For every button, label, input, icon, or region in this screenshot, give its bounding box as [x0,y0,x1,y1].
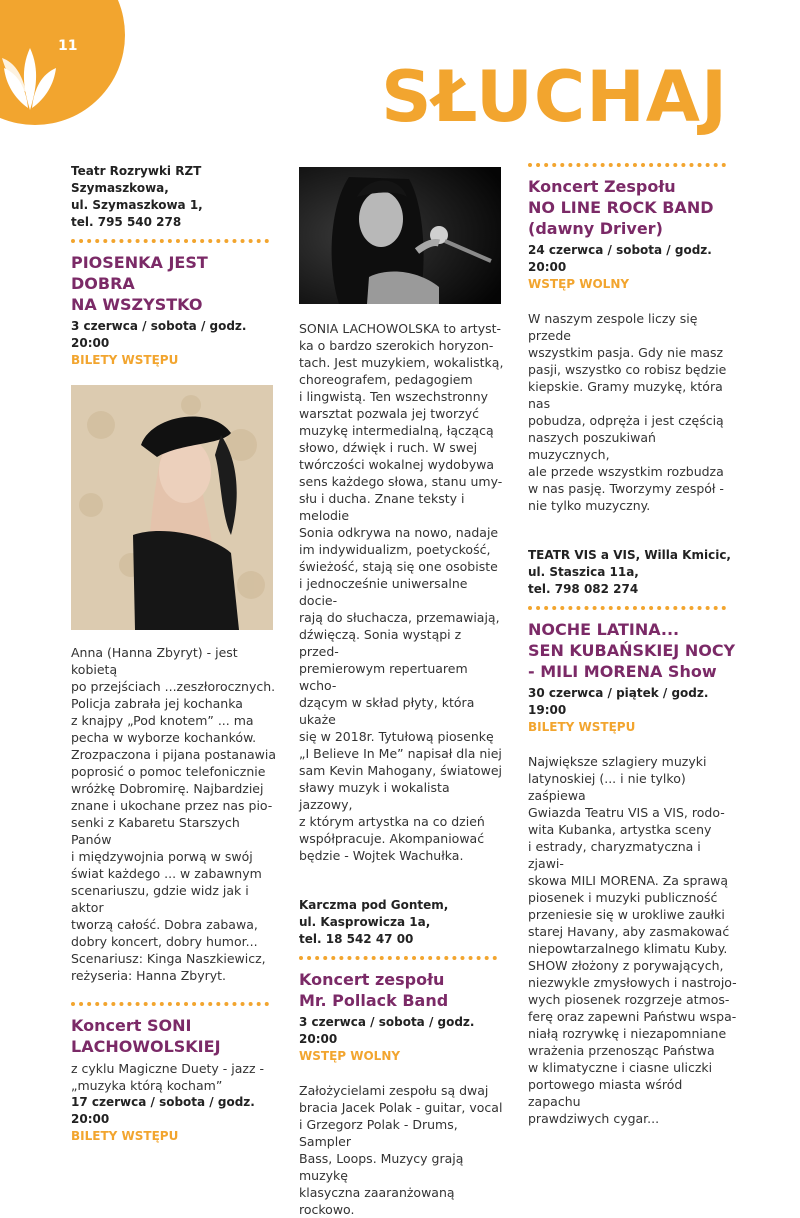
event-title-line: NA WSZYSTKO [71,295,203,314]
text-line: wszystkim pasja. Gdy nie masz [528,345,724,360]
text-line: ferę oraz zapewni Państwu wspa- [528,1009,737,1024]
text-line: niepowtarzalnego klimatu Kuby. [528,941,728,956]
text-line: i jednocześnie uniwersalne docie- [299,576,468,608]
event-title [299,969,504,1011]
text-line: słu i ducha. Znane teksty i melodie [299,491,465,523]
event-description [528,310,738,514]
text-line: i Grzegorz Polak - Drums, Sampler [299,1117,458,1149]
dotted-divider [71,1002,269,1006]
dotted-divider [299,956,497,960]
photo-hanna-zbyryt [71,385,273,630]
text-line: kiepskie. Gramy muzykę, która nas [528,379,723,411]
text-line: świat każdego ... w zabawnym [71,866,262,881]
text-line: starej Havany, aby zasmakować [528,924,730,939]
text-line: wych piosenek rozgrzeje atmos- [528,992,730,1007]
text-line: niezwykle zmysłowych i nastrojo- [528,975,737,990]
text-line: poprosić o pomoc telefonicznie [71,764,266,779]
event-description [528,753,738,1127]
text-line: sens każdego słowa, stanu umy- [299,474,503,489]
venue-line: Karczma pod Gontem, [299,898,449,912]
text-line: niałą rozrywkę i niezapomniane [528,1026,727,1041]
text-line: im indywidualizm, poetyckość, [299,542,491,557]
event-date [528,242,738,276]
venue-line: ul. Kasprowicza 1a, [299,915,431,929]
text-line: Zrozpaczona i pijana postanawia [71,747,277,762]
event-title-line: NO LINE ROCK BAND [528,198,714,217]
event-title-line: Mr. Pollack Band [299,991,449,1010]
text-line: skowa MILI MORENA. Za sprawą [528,873,729,888]
event-title-line: (dawny Driver) [528,219,663,238]
venue-vis-a-vis [528,547,738,598]
text-line: współpracuje. Akompaniować [299,831,485,846]
event-subtitle [71,1060,276,1094]
venue-karczma [299,897,504,948]
text-line: z cyklu Magiczne Duety - jazz - [71,1061,265,1076]
text-line: i estrady, charyzmatyczna i zjawi- [528,839,701,871]
text-line: reżyseria: Hanna Zbyryt. [71,968,227,983]
text-line: W naszym zespole liczy się przede [528,311,698,343]
text-line: świeżość, stają się one osobiste [299,559,498,574]
text-line: Anna (Hanna Zbyryt) - jest kobietą [71,645,238,677]
text-line: latynoskiej (... i nie tylko) zaśpiewa [528,771,686,803]
text-line: warsztat pozwala jej tworzyć [299,406,480,421]
text-line: „I Believe In Me” napisał dla niej [299,746,502,761]
date-line: 24 czerwca / sobota / godz. [528,243,712,257]
text-line: klasyczna zaaranżowaną rockowo. [299,1185,455,1217]
text-line: Założycielami zespołu są dwaj [299,1083,489,1098]
text-line: dźwięczą. Sonia wystąpi z przed- [299,627,462,659]
ticket-info: BILETY WSTĘPU [71,353,179,367]
column-3 [528,159,738,1127]
event-date: 3 czerwca / sobota / godz. 20:00 [71,319,247,350]
venue-line: Teatr Rozrywki RZT [71,164,202,178]
text-line: Największe szlagiery muzyki [528,754,707,769]
text-line: portowego miasta wśród zapachu [528,1077,683,1109]
artist-description [299,320,504,864]
dotted-divider [528,163,726,167]
text-line: będzie - Wojtek Wachułka. [299,848,464,863]
event-title [528,176,738,239]
event-date: 17 czerwca / sobota / godz. 20:00 [71,1095,255,1126]
text-line: pasji, wszystko co robisz będzie [528,362,727,377]
text-line: SONIA LACHOWOLSKA to artyst- [299,321,502,336]
text-line: Sonia odkrywa na nowo, nadaje [299,525,499,540]
venue-line: ul. Szymaszkowa 1, [71,198,203,212]
event-title [71,1015,276,1057]
dotted-divider [71,239,269,243]
venue-line: Szymaszkowa, [71,181,169,195]
text-line: scenariuszu, gdzie widz jak i aktor [71,883,249,915]
event-title-line: SEN KUBAŃSKIEJ NOCY [528,641,736,660]
event-title [71,252,276,315]
text-line: Bass, Loops. Muzycy grają muzykę [299,1151,464,1183]
venue-line: tel. 798 082 274 [528,582,639,596]
venue-line: TEATR VIS a VIS, Willa Kmicic, [528,548,731,562]
page-number: 11 [58,38,78,54]
text-line: po przejściach ...zeszłorocznych. [71,679,276,694]
text-line: prawdziwych cygar... [528,1111,660,1126]
event-title-line: LACHOWOLSKIEJ [71,1037,221,1056]
text-line: senki z Kabaretu Starszych Panów [71,815,240,847]
text-line: rają do słuchacza, przemawiają, [299,610,500,625]
text-line: sławy muzyk i wokalista jazzowy, [299,780,450,812]
event-title-line: PIOSENKA JEST DOBRA [71,253,208,293]
column-1 [71,163,276,1145]
text-line: bracia Jacek Polak - guitar, vocal [299,1100,503,1115]
text-line: naszych poszukiwań muzycznych, [528,430,656,462]
text-line: z knajpy „Pod knotem” ... ma [71,713,254,728]
ticket-info: WSTĘP WOLNY [528,277,630,291]
event-title-line: NOCHE LATINA... [528,620,680,639]
event-title-line: Koncert SONI [71,1016,192,1035]
text-line: wita Kubanka, artystka sceny [528,822,712,837]
text-line: nie tylko muzyczny. [528,498,651,513]
text-line: wrażenia przenosząc Państwa [528,1043,715,1058]
event-title-line: Koncert zespołu [299,970,445,989]
text-line: przeniesie się w urokliwe zaułki [528,907,725,922]
event-title [528,619,738,682]
text-line: pecha w wyborze kochanków. [71,730,257,745]
text-line: słowo, dźwięk i ruch. W swej [299,440,478,455]
text-line: dzącym w skład płyty, która ukaże [299,695,475,727]
event-description [71,644,276,984]
text-line: premierowym repertuarem wcho- [299,661,468,693]
text-line: dobry koncert, dobry humor... [71,934,258,949]
text-line: „muzyka którą kocham” [71,1078,223,1093]
venue-line: tel. 795 540 278 [71,215,182,229]
event-date: 30 czerwca / piątek / godz. 19:00 [528,686,709,717]
text-line: choreografem, pedagogiem [299,372,473,387]
wheat-logo-icon [0,10,60,120]
text-line: ka o bardzo szerokich horyzon- [299,338,494,353]
event-title-line: - MILI MORENA Show [528,662,717,681]
venue-rzt [71,163,276,231]
text-line: Scenariusz: Kinga Naszkiewicz, [71,951,266,966]
text-line: i lingwistą. Ten wszechstronny [299,389,489,404]
text-line: SHOW złożony z porywających, [528,958,724,973]
text-line: pobudza, odpręża i jest częścią [528,413,724,428]
text-line: się w 2018r. Tytułową piosenkę [299,729,494,744]
text-line: ale przede wszystkim rozbudza [528,464,724,479]
text-line: z którym artystka na co dzień [299,814,485,829]
column-2 [299,167,504,1218]
date-line: 20:00 [528,260,567,274]
venue-line: tel. 18 542 47 00 [299,932,414,946]
text-line: Gwiazda Teatru VIS a VIS, rodo- [528,805,725,820]
text-line: piosenek i muzyki publiczność [528,890,718,905]
text-line: znane i ukochane przez nas pio- [71,798,273,813]
ticket-info: BILETY WSTĘPU [528,720,636,734]
text-line: twórczości wokalnej wydobywa [299,457,495,472]
event-date: 3 czerwca / sobota / godz. 20:00 [299,1015,475,1046]
dotted-divider [528,606,726,610]
text-line: muzykę intermedialną, łączącą [299,423,494,438]
venue-line: ul. Staszica 11a, [528,565,639,579]
page-title: SŁUCHAJ [381,56,728,138]
text-line: sam Kevin Mahogany, światowej [299,763,503,778]
text-line: w nas pasję. Tworzymy zespół - [528,481,724,496]
event-title-line: Koncert Zespołu [528,177,676,196]
ticket-info: WSTĘP WOLNY [299,1049,401,1063]
text-line: wróżkę Dobromirę. Najbardziej [71,781,264,796]
text-line: Policja zabrała jej kochanka [71,696,243,711]
text-line: w klimatyczne i ciasne uliczki [528,1060,713,1075]
photo-sonia-lachowolska [299,167,501,304]
text-line: tworzą całość. Dobra zabawa, [71,917,258,932]
event-description [299,1082,504,1218]
text-line: tach. Jest muzykiem, wokalistką, [299,355,504,370]
ticket-info: BILETY WSTĘPU [71,1129,179,1143]
text-line: i międzywojnia porwą w swój [71,849,253,864]
